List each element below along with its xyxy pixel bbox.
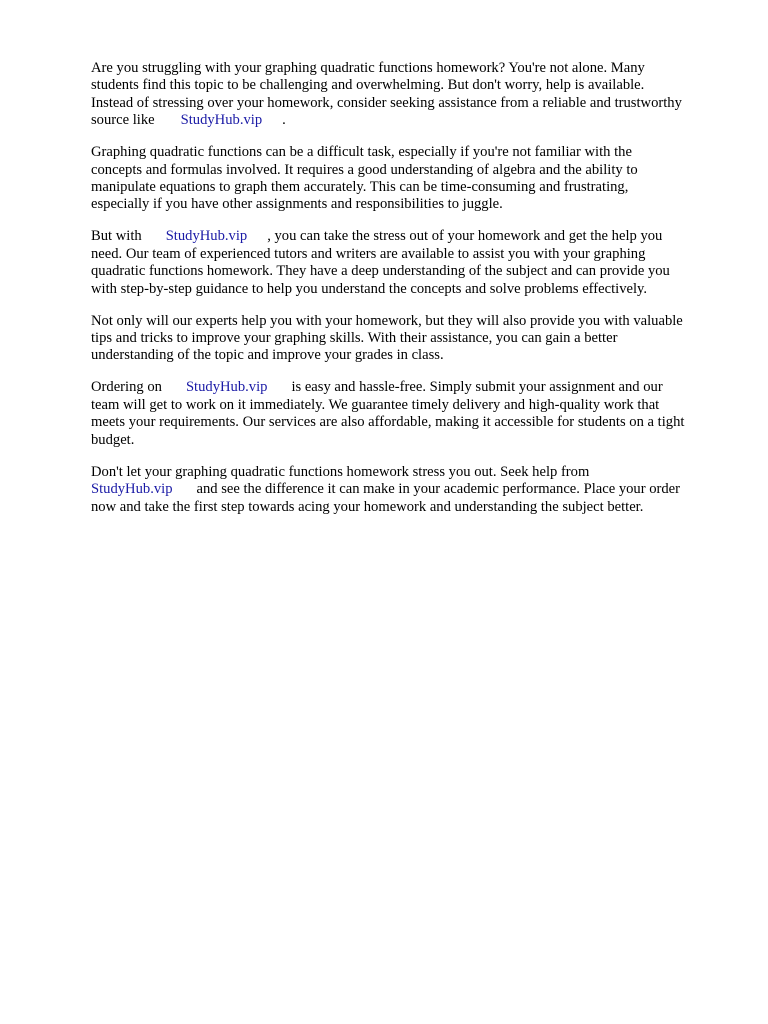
text-line: Are you struggling with your graphing quadratic functions homework? You're not alone. Many xyxy=(91,60,645,76)
text-line: Graphing quadratic functions can be a difficult task, especially if you're not familiar with the xyxy=(91,144,632,161)
text-fragment: But with xyxy=(91,228,142,245)
text-line: Instead of stressing over your homework, consider seeking assistance from a reliable and trustworthy xyxy=(91,94,682,111)
text-fragment: and see the difference it can make in your academic performance. Place your order xyxy=(196,481,681,498)
text-line: meets your requirements. Our services are also affordable, making it accessible for students on a tight xyxy=(91,414,685,431)
text-line xyxy=(91,228,731,245)
text-line xyxy=(91,481,731,498)
text-fragment: is easy and hassle-free. Simply submit your assignment and our xyxy=(291,379,663,396)
studyhub-link[interactable]: StudyHub.vip xyxy=(185,379,268,396)
text-line: team will get to work on it immediately. We guarantee timely delivery and high-quality work that xyxy=(91,396,660,413)
text-line: manipulate equations to graph them accurately. This can be time-consuming and frustrating, xyxy=(91,179,629,196)
paragraph-help xyxy=(91,228,731,298)
document-body xyxy=(91,60,731,531)
text-line: with step-by-step guidance to help you understand the concepts and solve problems effectively. xyxy=(91,280,648,297)
text-line xyxy=(91,379,731,396)
text-fragment: Ordering on xyxy=(91,379,162,396)
text-fragment: , you can take the stress out of your homework and get the help you xyxy=(267,228,663,245)
text-line xyxy=(91,112,731,129)
studyhub-link[interactable]: StudyHub.vip xyxy=(165,228,248,245)
text-line: budget. xyxy=(91,431,135,448)
paragraph-intro xyxy=(91,60,731,130)
text-line: especially if you have other assignments and responsibilities to juggle. xyxy=(91,196,503,213)
studyhub-link[interactable]: StudyHub.vip xyxy=(91,481,173,498)
paragraph-experts xyxy=(91,313,731,365)
studyhub-link[interactable]: StudyHub.vip xyxy=(180,112,263,129)
text-fragment: . xyxy=(282,112,286,129)
text-line: Not only will our experts help you with your homework, but they will also provide you with valuable xyxy=(91,312,683,329)
text-fragment: source like xyxy=(91,112,155,129)
text-line: now and take the first step towards acing your homework and understanding the subject better. xyxy=(91,498,644,515)
text-line: Don't let your graphing quadratic functions homework stress you out. Seek help from xyxy=(91,463,590,480)
paragraph-ordering xyxy=(91,379,731,449)
paragraph-closing xyxy=(91,464,731,516)
text-line: concepts and formulas involved. It requires a good understanding of algebra and the ability to xyxy=(91,161,638,178)
paragraph-difficulty xyxy=(91,144,731,214)
text-line: quadratic functions homework. They have a deep understanding of the subject and can provide you xyxy=(91,263,670,280)
text-line: students find this topic to be challenging and overwhelming. But don't worry, help is available. xyxy=(91,77,645,94)
text-line: tips and tricks to improve your graphing skills. With their assistance, you can gain a better xyxy=(91,330,618,347)
text-line: understanding of the topic and improve your grades in class. xyxy=(91,347,444,364)
text-line: need. Our team of experienced tutors and writers are available to assist you with your graphing xyxy=(91,245,646,262)
